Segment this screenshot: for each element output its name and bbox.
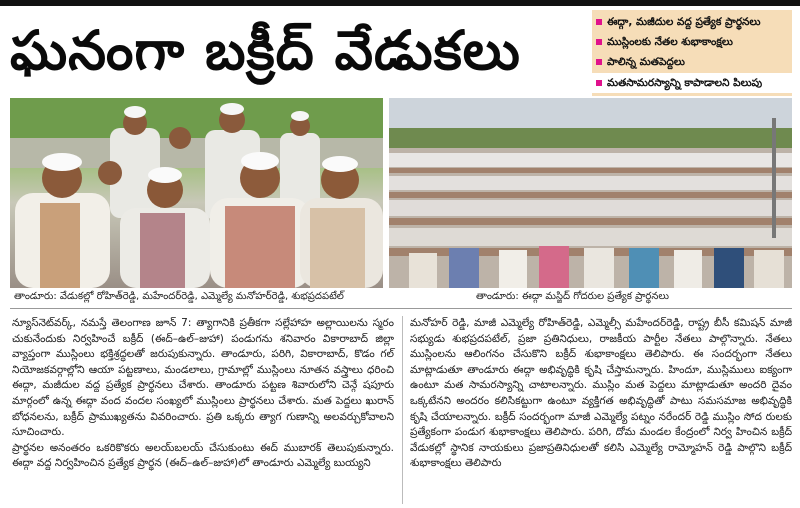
caption-right: తాండూరు: ఈద్గా మస్జిద్ గోదరుల ప్రత్యేక ప్రార్థనలు [476, 291, 669, 302]
highlight-item: పాలిన్న మతపెద్దలు [596, 52, 788, 72]
highlight-item: మతసామరస్యాన్ని కాపాడాలని పిలుపు [592, 73, 792, 93]
top-rule [0, 0, 800, 6]
divider [10, 308, 792, 309]
photo-leaders [10, 98, 383, 288]
photo-leaders-illustration [10, 98, 383, 288]
highlight-item: ఈద్గా, మజీదుల వద్ద ప్రత్యేక ప్రార్థనలు [596, 12, 788, 32]
caption-left: తాండూరు: వేడుకల్లో రోహిత్‌రెడ్డి, మహేందర్‌రెడ్డి, ఎమ్మెల్యే మనోహర్‌రెడ్డి, శుభప్రదపటేల్ [14, 291, 344, 302]
article-column-1 [12, 316, 394, 472]
highlights-box [592, 10, 792, 96]
column-divider [402, 316, 403, 504]
bullet-icon [596, 59, 602, 65]
bullet-icon [596, 19, 602, 25]
bullet-icon [596, 80, 602, 86]
article-paragraph: మనోహర్ రెడ్డి, మాజీ ఎమ్మెల్యే రోహిత్‌రెడ్డి, ఎమ్మెల్సీ మహేందర్‌రెడ్డి, రాష్ట్ర బీసీ కమిషన్ మాజీ సభ్యుడు శుభప్రదపటేల్, ప్రజా ప్రతినిధులు, రాజకీయ పార్టీల నేతలు పాల్గొన్నారు. నేతలు ముస్లింలను ఆలింగనం చేసుకొని బక్రీద్ శుభాకాంక్షలు తెలిపారు. ఈ సందర్భంగా నేతలు మాట్లాడుతూ తాండూరు ఈద్గా అభివృద్ధికి కృషి చేస్తామన్నారు. హిందూ, ముస్లిములు ఐక్యంగా ఉంటూ మత సామరస్యాన్ని చాటాలన్నారు. ముస్లిం మత పెద్దలు మాట్లాడుతూ అందరి దైవం ఒక్కటేనని అందరం కలిసికట్టుగా ఉంటూ వ్యక్తిగత అభివృద్ధితో పాటు సమసమాజ అభివృద్ధికి కృషి చేయాలన్నారు. బక్రీద్ సందర్భంగా మాజీ ఎమ్మెల్యే పట్నం నరేందర్ రెడ్డి ముస్లిం సోద రులకు ప్రత్యేకంగా పండుగ శుభాకాంక్షలు తెలిపారు. పరిగి, దోమ మండల కేంద్రంలో నిర్వ హించిన బక్రీద్ వేడుకల్లో స్థానిక నాయకులు ప్రజాప్రతినిధులతో కలిసి ఎమ్మెల్యే రామ్మోహన్ రెడ్డి పాల్గొని బక్రీద్ శుభాకాంక్షలు తెలిపారు [410, 317, 792, 470]
photo-crowd-illustration [389, 98, 792, 288]
article-paragraph: ప్రార్థనల అనంతరం ఒకరికొకరు అలయ్‌బలయ్ చేసుకుంటు ఈద్ ముబారక్ తెలుపుకున్నారు. ఈద్గా వద్ద నిర్వహించిన ప్రత్యేక ప్రార్థన (ఈద్–ఉల్–జుహా)లో తాండూరు ఎమ్మెల్యే బుయ్యని [12, 441, 394, 470]
article-paragraph: న్యూస్‌నెట్‌వర్క్, నమస్తే తెలంగాణ జూన్ 7: త్యాగానికి ప్రతీకగా సల్లేహాహ అల్లాయిలను స్మరం చుకునేందుకు నిర్వహించే బక్రీద్ (ఈద్–ఉల్–జుహా) పండుగను శనివారం వికారాబాద్ జిల్లా వ్యాప్తంగా ముస్లింలు భక్తిశ్రద్ధలతో జరుపుకున్నారు. తాండూరు, పరిగి, వికారాబాద్, కొడం గల్ నియోజకవర్గాల్లోని ఆయా పట్టణాలు, మండలాలు, గ్రామాల్లో ముస్లింలు నూతన వస్త్రాలు ధరించి ఈద్గా, మజీదుల వద్ద ప్రత్యేక ప్రార్థనలు చేశారు. తాండూరు పట్టణ శివారులోని చెన్గే షపూరు మార్గంలో ఉన్న ఈద్గా వంద వందల సంఖ్యలో ముస్లింలు ప్రార్థనలు చేశారు. మత పెద్దలు ఖురాన్ బోధనలను, బక్రీద్ ప్రాముఖ్యతను వివరించారు. ప్రతి ఒక్కరు త్యాగ గుణాన్ని అలవర్చుకోవాలని సూచించారు. [12, 317, 394, 439]
bullet-icon [596, 39, 602, 45]
photo-eidgah-crowd [389, 98, 792, 288]
article-column-2 [410, 316, 792, 472]
headline: ఘనంగా బక్రీద్ వేడుకలు [10, 19, 521, 82]
highlight-item: ముస్లింలకు నేతల శుభాకాంక్షలు [596, 32, 788, 52]
